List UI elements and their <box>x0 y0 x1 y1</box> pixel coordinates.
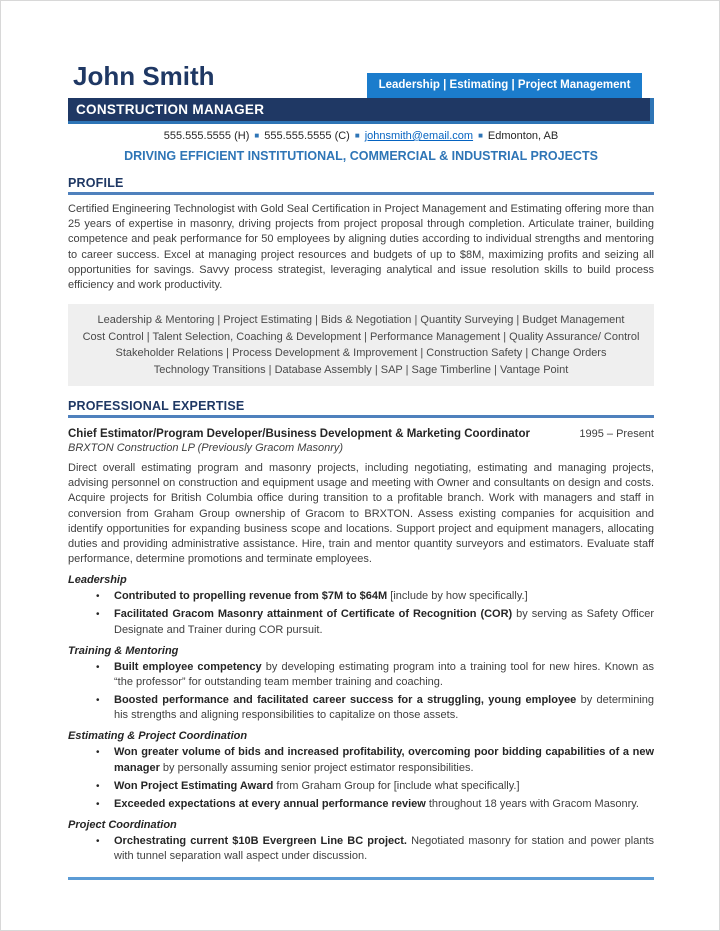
bullet-icon: • <box>96 591 100 603</box>
skills-badge: Leadership | Estimating | Project Management <box>367 73 642 98</box>
bullet-rest: by developing estimating program into a training tool for new hires. Known as “the professor” for outstanding team member training and coaching. <box>114 660 654 688</box>
bullet-bold-lead: Won Project Estimating Award <box>114 779 274 792</box>
separator-square-icon: ■ <box>354 131 360 140</box>
email-link[interactable]: johnsmith@email.com <box>364 130 474 142</box>
role-title-bar: CONSTRUCTION MANAGER <box>68 98 654 124</box>
bullet-bold-lead: Orchestrating current $10B Evergreen Line BC project. <box>114 835 407 848</box>
skills-keywords-box <box>68 304 654 386</box>
bullet-text <box>114 589 654 604</box>
profile-summary: Certified Engineering Technologist with Gold Seal Certification in Project Management and Estimating offering more than 25 years of expertise in masonry, driving projects from project proposal through completion. Articulate trainer, building competence and peak performance for 50 employees by aligning duties according to individual strengths and mentoring to career success. Excel at managing project resources and budgets of up to $8M, maximizing profits and seizing all opportunities for savings. Savvy process strategist, leveraging analytical and issue resolution skills to build process efficiency and work productivity. <box>68 203 654 291</box>
bullet-text <box>114 797 654 812</box>
bullet-item <box>68 607 654 637</box>
skills-line-2: Cost Control | Talent Selection, Coaching & Development | Performance Management | Quality Assurance/ Control <box>82 330 640 343</box>
bullet-text <box>114 779 654 794</box>
contact-line <box>68 130 654 142</box>
bullet-item <box>68 745 654 775</box>
document-body <box>68 130 654 880</box>
bullet-icon: • <box>96 695 100 707</box>
skills-line-1: Leadership & Mentoring | Project Estimating | Bids & Negotiation | Quantity Surveying | Budget Management <box>97 314 625 327</box>
bullet-rest: by serving as Safety Officer Designate and Trainer during COR pursuit. <box>114 608 654 636</box>
job-summary: Direct overall estimating program and masonry projects, including negotiating, estimating and managing projects, advising personnel on construction and equipment usage and meeting with Owner and consultants on design and costs. Acquire projects for British Columbia office during transition to a profitable branch. Work with managers and staff in conversion from Graham Group ownership of Gracom to BRXTON. Assess existing companies for acquisition and identify opportunities for expanding business scope and locations. Support project and equipment managers, allocating duties and providing administrative assistance. Hire, train and mentor quantity surveyors and estimators. Evaluate staff performance, determine promotions and terminate employees. <box>68 462 654 566</box>
phone-home: 555.555.5555 (H) <box>163 130 250 142</box>
separator-square-icon: ■ <box>254 131 260 140</box>
bullet-bold-lead: Exceeded expectations at every annual performance review <box>114 797 426 810</box>
job-dates: 1995 – Present <box>579 428 654 441</box>
bullet-icon: • <box>96 661 100 673</box>
location-text: Edmonton, AB <box>487 130 559 142</box>
bullet-text <box>114 660 654 690</box>
candidate-name: John Smith <box>73 61 215 91</box>
bullet-rest: from Graham Group for [include what specifically.] <box>273 779 520 792</box>
bullet-text <box>114 745 654 775</box>
bullet-rest: Negotiated masonry for station and power plants with tunnel separation wall aspect under discussion. <box>114 835 654 863</box>
skills-line-4: Technology Transitions | Database Assembly | SAP | Sage Timberline | Vantage Point <box>153 363 569 376</box>
bullet-item <box>68 693 654 723</box>
phone-cell: 555.555.5555 (C) <box>264 130 350 142</box>
group-heading-estimating: Estimating & Project Coordination <box>68 730 248 743</box>
group-heading-leadership: Leadership <box>68 574 127 587</box>
bullet-text <box>114 693 654 723</box>
bullet-text <box>114 607 654 637</box>
bullet-rest: by personally assuming senior project estimator responsibilities. <box>159 761 474 774</box>
group-heading-training: Training & Mentoring <box>68 644 179 657</box>
bullet-bold-lead: Contributed to propelling revenue from $7M to $64M <box>114 590 388 603</box>
bottom-divider <box>68 877 654 880</box>
bullet-item <box>68 797 654 812</box>
company-line: BRXTON Construction LP (Previously Gracom Masonry) <box>68 442 344 455</box>
skills-line-3: Stakeholder Relations | Process Development & Improvement | Construction Safety | Change Orders <box>115 347 607 360</box>
job-header-row <box>68 428 654 440</box>
bullet-icon: • <box>96 747 100 759</box>
section-heading-expertise: PROFESSIONAL EXPERTISE <box>68 399 654 418</box>
bullet-rest: by determining his strengths and aligning responsibilities to capitalize on those assets. <box>114 694 654 722</box>
bullet-item <box>68 834 654 864</box>
bullet-rest: throughout 18 years with Gracom Masonry. <box>425 797 639 810</box>
bullet-bold-lead: Facilitated Gracom Masonry attainment of Certificate of Recognition (COR) <box>114 608 513 621</box>
bullet-text <box>114 834 654 864</box>
headline-tagline: DRIVING EFFICIENT INSTITUTIONAL, COMMERCIAL & INDUSTRIAL PROJECTS <box>124 149 598 163</box>
bullet-icon: • <box>96 609 100 621</box>
bullet-bold-lead: Built employee competency <box>114 660 262 673</box>
bullet-icon: • <box>96 780 100 792</box>
group-heading-project-coordination: Project Coordination <box>68 819 177 832</box>
bullet-rest: [include by how specifically.] <box>387 590 528 603</box>
bullet-bold-lead: Won greater volume of bids and increased profitability, overcoming poor bidding capabilities of a new manager <box>114 746 654 774</box>
bullet-icon: • <box>96 836 100 848</box>
separator-square-icon: ■ <box>478 131 483 140</box>
job-title: Chief Estimator/Program Developer/Business Development & Marketing Coordinator <box>68 428 531 441</box>
bullet-bold-lead: Boosted performance and facilitated career success for a struggling, young employee <box>114 694 577 707</box>
bullet-item <box>68 589 654 604</box>
section-heading-profile: PROFILE <box>68 176 654 195</box>
bullet-item <box>68 779 654 794</box>
bullet-icon: • <box>96 798 100 810</box>
bullet-item <box>68 660 654 690</box>
